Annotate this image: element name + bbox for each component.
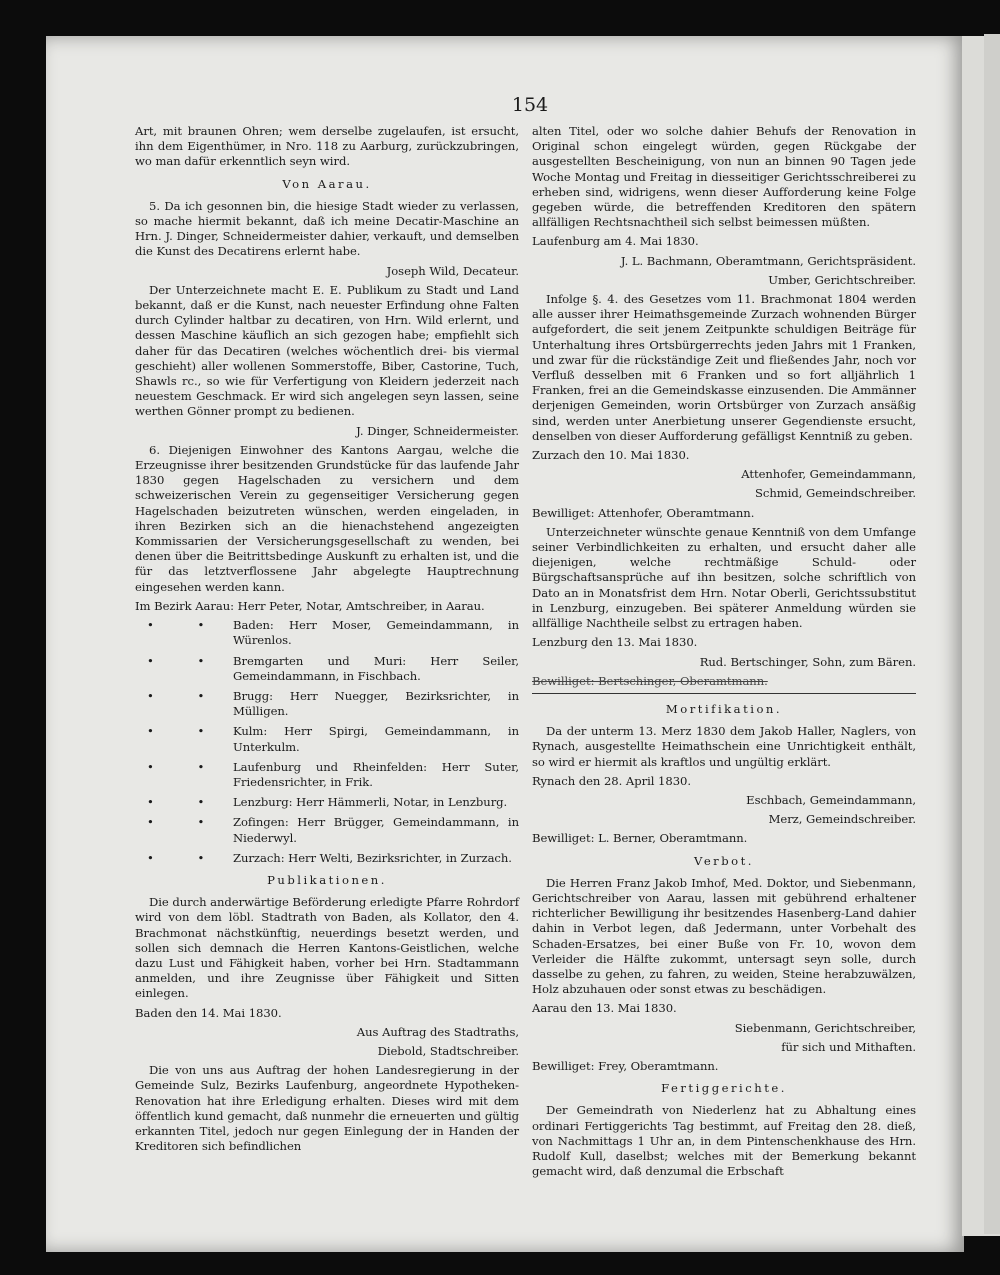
- signature-baden-2: Diebold, Stadtschreiber.: [377, 1043, 519, 1058]
- district-entry: Zofingen: Herr Brügger, Gemeindammann, in Niederwyl.: [233, 815, 519, 845]
- district-entry: Laufenburg und Rheinfelden: Herr Suter, Friedensrichter, in Frik.: [233, 759, 519, 789]
- date-aarau: Aarau den 13. Mai 1830.: [532, 1001, 677, 1016]
- approval-lenzburg-struck: Bewilliget: Bertschinger, Oberamtmann.: [532, 673, 768, 688]
- heading-mortifikation: Mortifikation.: [665, 701, 783, 716]
- divider-line: [532, 693, 916, 694]
- date-baden: Baden den 14. Mai 1830.: [135, 1005, 282, 1020]
- district-entry: Bremgarten und Muri: Herr Seiler, Gemeindammann, in Fischbach.: [233, 653, 519, 683]
- district-entry: Zurzach: Herr Welti, Bezirksrichter, in Zurzach.: [233, 850, 512, 865]
- district-row: [135, 689, 519, 719]
- notice-lenzburg: Unterzeichneter wünschte genaue Kenntniß von dem Umfange seiner Verbindlichkeiten zu erhalten, und ersucht daher alle diejenigen, welche rechtmäßige Schuld- oder Bürgschaftsansprüche auf ihn besitzen, solche schriftlich von Dato an in Monatsfrist dem Hrn. Notar Oberli, Gerichtssubstitut in Lenzburg, einzugeben. Bei späterer Anmeldung würden sie allfällige Nachtheile selbst zu ertragen haben.: [532, 524, 916, 631]
- signature-umber: Umber, Gerichtschreiber.: [768, 272, 916, 287]
- district-row: [135, 618, 519, 648]
- signature-merz: Merz, Gemeindschreiber.: [768, 812, 916, 827]
- left-column: [135, 124, 519, 1158]
- date-rynach: Rynach den 28. April 1830.: [532, 773, 691, 788]
- ditto-marks: • •: [147, 850, 225, 865]
- district-row: [135, 654, 519, 684]
- ditto-marks: • •: [147, 653, 225, 668]
- district-row: [135, 851, 519, 866]
- signature-wild: Joseph Wild, Decateur.: [386, 263, 519, 278]
- district-row: [135, 815, 519, 845]
- heading-publikationen: Publikationen.: [267, 872, 387, 887]
- paragraph-intro: Art, mit braunen Ohren; wem derselbe zugelaufen, ist ersucht, ihn dem Eigenthümer, in Nro. 118 zu Aarburg, zurückzubringen, wo man dafür erkenntlich seyn wird.: [135, 124, 519, 169]
- signature-siebenmann: Siebenmann, Gerichtschreiber,: [734, 1020, 916, 1035]
- approval-aarau: Bewilliget: Frey, Oberamtmann.: [532, 1058, 719, 1073]
- approval-zurzach: Bewilliget: Attenhofer, Oberamtmann.: [532, 505, 755, 520]
- signature-schmid: Schmid, Gemeindschreiber.: [755, 486, 916, 501]
- district-row: [135, 724, 519, 754]
- signature-bertschinger: Rud. Bertschinger, Sohn, zum Bären.: [699, 654, 916, 669]
- notice-5: 5. Da ich gesonnen bin, die hiesige Stadt wieder zu verlassen, so mache hiermit bekannt, daß ich meine Decatir-Maschine an Hrn. J. Dinger, Schneidermeister dahier, verkauft, und demselben die Kunst des Decatirens erlernt habe.: [135, 198, 519, 259]
- district-row: [135, 760, 519, 790]
- district-row: [135, 795, 519, 810]
- ditto-marks: • •: [147, 815, 225, 830]
- district-aarau: Im Bezirk Aarau: Herr Peter, Notar, Amtschreiber, in Aarau.: [135, 598, 485, 613]
- approval-rynach: Bewilliget: L. Berner, Oberamtmann.: [532, 831, 748, 846]
- notice-zurzach: Infolge §. 4. des Gesetzes vom 11. Brachmonat 1804 werden alle ausser ihrer Heimathsgemeinde Zurzach wohnenden Bürger aufgefordert, die seit jenem Zeitpunkte schuldigen Beiträge für Unterhaltung ihres Ortsbürgerrechts jeden Jahrs mit 1 Franken, und zwar für die rückständige Zeit und fließendes Jahr, noch vor Verfluß desselben mit 6 Franken und so fort alljährlich 1 Franken, frei an die Gemeindskasse einzusenden. Die Ammänner derjenigen Gemeinden, worin Ortsbürger von Zurzach ansäßig sind, werden unter Anerbietung unserer Gegendienste ersucht, denselben von dieser Aufforderung gefälligst Kenntniß zu geben.: [532, 292, 916, 443]
- notice-sulz: Die von uns aus Auftrag der hohen Landesregierung in der Gemeinde Sulz, Bezirks Laufenburg, angeordnete Hypotheken-Renovation hat ihre Erledigung erhalten. Dieses wird mit dem öffentlich kund gemacht, daß nunmehr die erneuerten und gültig erkannten Titel, jedoch nur gegen Einlegung der in Handen der Kreditoren sich befindlichen: [135, 1063, 519, 1154]
- heading-aarau: Von Aarau.: [282, 176, 372, 191]
- notice-dinger: Der Unterzeichnete macht E. E. Publikum zu Stadt und Land bekannt, daß er die Kunst, nach neuester Erfindung ohne Falten durch Cylinder haltbar zu decatiren, von Hrn. Wild erlernt, und dessen Maschine käuflich an sich gezogen habe; empfiehlt sich daher für das Decatiren (welches wöchentlich drei- bis viermal geschieht) aller wollenen Sommerstoffe, Biber, Castorine, Tuch, Shawls rc., so wie für Verfertigung von Kleidern jederzeit nach neuestem Geschmack. Er wird sich angelegen seyn lassen, seine werthen Gönner prompt zu bedienen.: [135, 282, 519, 419]
- ditto-marks: • •: [147, 759, 225, 774]
- heading-fertiggerichte: Fertiggerichte.: [661, 1081, 787, 1096]
- notice-6: 6. Diejenigen Einwohner des Kantons Aargau, welche die Erzeugnisse ihrer besitzenden Grundstücke für das laufende Jahr 1830 gegen Hagelschaden zu versichern und dem schweizerischen Verein zu gegenseitiger Versicherung gegen Hagelschaden beizutreten wünschen, werden eingeladen, in ihren Bezirken sich an die hienachstehend angezeigten Kommissarien der Versicherungsgesellschaft zu wenden, bei denen über die Beitrittsbedinge Auskunft zu erhalten ist, und die für das letztverflossene Jahr abgelegte Hauptrechnung eingesehen werden kann.: [135, 442, 519, 594]
- date-laufenburg: Laufenburg am 4. Mai 1830.: [532, 234, 699, 249]
- signature-eschbach: Eschbach, Gemeindammann,: [746, 792, 916, 807]
- signature-baden-1: Aus Auftrag des Stadtraths,: [356, 1024, 519, 1039]
- ditto-marks: • •: [147, 688, 225, 703]
- ditto-marks: • •: [147, 795, 225, 810]
- notice-verbot: Die Herren Franz Jakob Imhof, Med. Doktor, und Siebenmann, Gerichtschreiber von Aarau, lassen mit gebührend erhaltener richterlicher Bewilligung ihr besitzendes Hasenberg-Land dahier dahin in Verbot legen, daß Jedermann, unter Vorbehalt des Schaden-Ersatzes, bei einer Buße von Fr. 10, wovon dem Verleider die Hälfte zukommt, untersagt seyn solle, durch dasselbe zu gehen, zu fahren, zu weiden, Steine herabzuwälzen, Holz abzuhauen oder sonst etwas zu beschädigen.: [532, 875, 916, 997]
- notice-rohrdorf: Die durch anderwärtige Beförderung erledigte Pfarre Rohrdorf wird von dem löbl. Stadtrath von Baden, als Kollator, den 4. Brachmonat nächstkünftig, neuerdings besetzt werden, und sollen sich demnach die Herren Kantons-Geistlichen, welche dazu Lust und Fähigkeit haben, vorher bei Hrn. Stadtammann anmelden, und ihre Zeugnisse über Fähigkeit und Sitten einlegen.: [135, 895, 519, 1001]
- ditto-marks: • •: [147, 618, 225, 633]
- signature-attenhofer: Attenhofer, Gemeindammann,: [741, 467, 916, 482]
- district-entry: Kulm: Herr Spirgi, Gemeindammann, in Unterkulm.: [233, 724, 519, 754]
- signature-bachmann: J. L. Bachmann, Oberamtmann, Gerichtspräsident.: [620, 253, 916, 268]
- district-entry: Lenzburg: Herr Hämmerli, Notar, in Lenzburg.: [233, 795, 508, 810]
- signature-dinger: J. Dinger, Schneidermeister.: [356, 423, 519, 438]
- notice-sulz-continued: alten Titel, oder wo solche dahier Behufs der Renovation in Original schon eingelegt würden, gegen Rückgabe der ausgestellten Bescheinigung, von nun an binnen 90 Tagen jede Woche Montag und Freitag in diesseitiger Gerichtsschreiberei zu erheben sind, widrigens, wenn dieser Aufforderung keine Folge gegeben würde, die betreffenden Kreditoren den spätern allfälligen Rechtsnachtheil sich selbst beimessen müßten.: [532, 124, 916, 230]
- signature-mithaften: für sich und Mithaften.: [781, 1039, 916, 1054]
- date-lenzburg: Lenzburg den 13. Mai 1830.: [532, 635, 698, 650]
- notice-niederlenz: Der Gemeindrath von Niederlenz hat zu Abhaltung eines ordinari Fertiggerichts Tag bestimmt, auf Freitag den 28. dieß, von Nachmittags 1 Uhr an, in dem Pintenschenkhause des Hrn. Rudolf Kull, daselbst; welches mit der Bemerkung bekannt gemacht wird, daß denzumal die Erbschaft: [532, 1103, 916, 1179]
- district-entry: Baden: Herr Moser, Gemeindammann, in Würenlos.: [233, 618, 519, 648]
- heading-verbot: Verbot.: [694, 853, 754, 868]
- ditto-marks: • •: [147, 724, 225, 739]
- page-number: 154: [511, 94, 549, 116]
- notice-mortifikation: Da der unterm 13. Merz 1830 dem Jakob Haller, Naglers, von Rynach, ausgestellte Heimathschein eine Unrichtigkeit enthält, so wird er hiermit als kraftlos und ungültig erklärt.: [532, 724, 916, 769]
- district-entry: Brugg: Herr Nuegger, Bezirksrichter, in Mülligen.: [233, 688, 519, 719]
- date-zurzach: Zurzach den 10. Mai 1830.: [532, 448, 690, 463]
- right-column: [532, 124, 916, 1183]
- page-edge-shadow: [984, 34, 1000, 1234]
